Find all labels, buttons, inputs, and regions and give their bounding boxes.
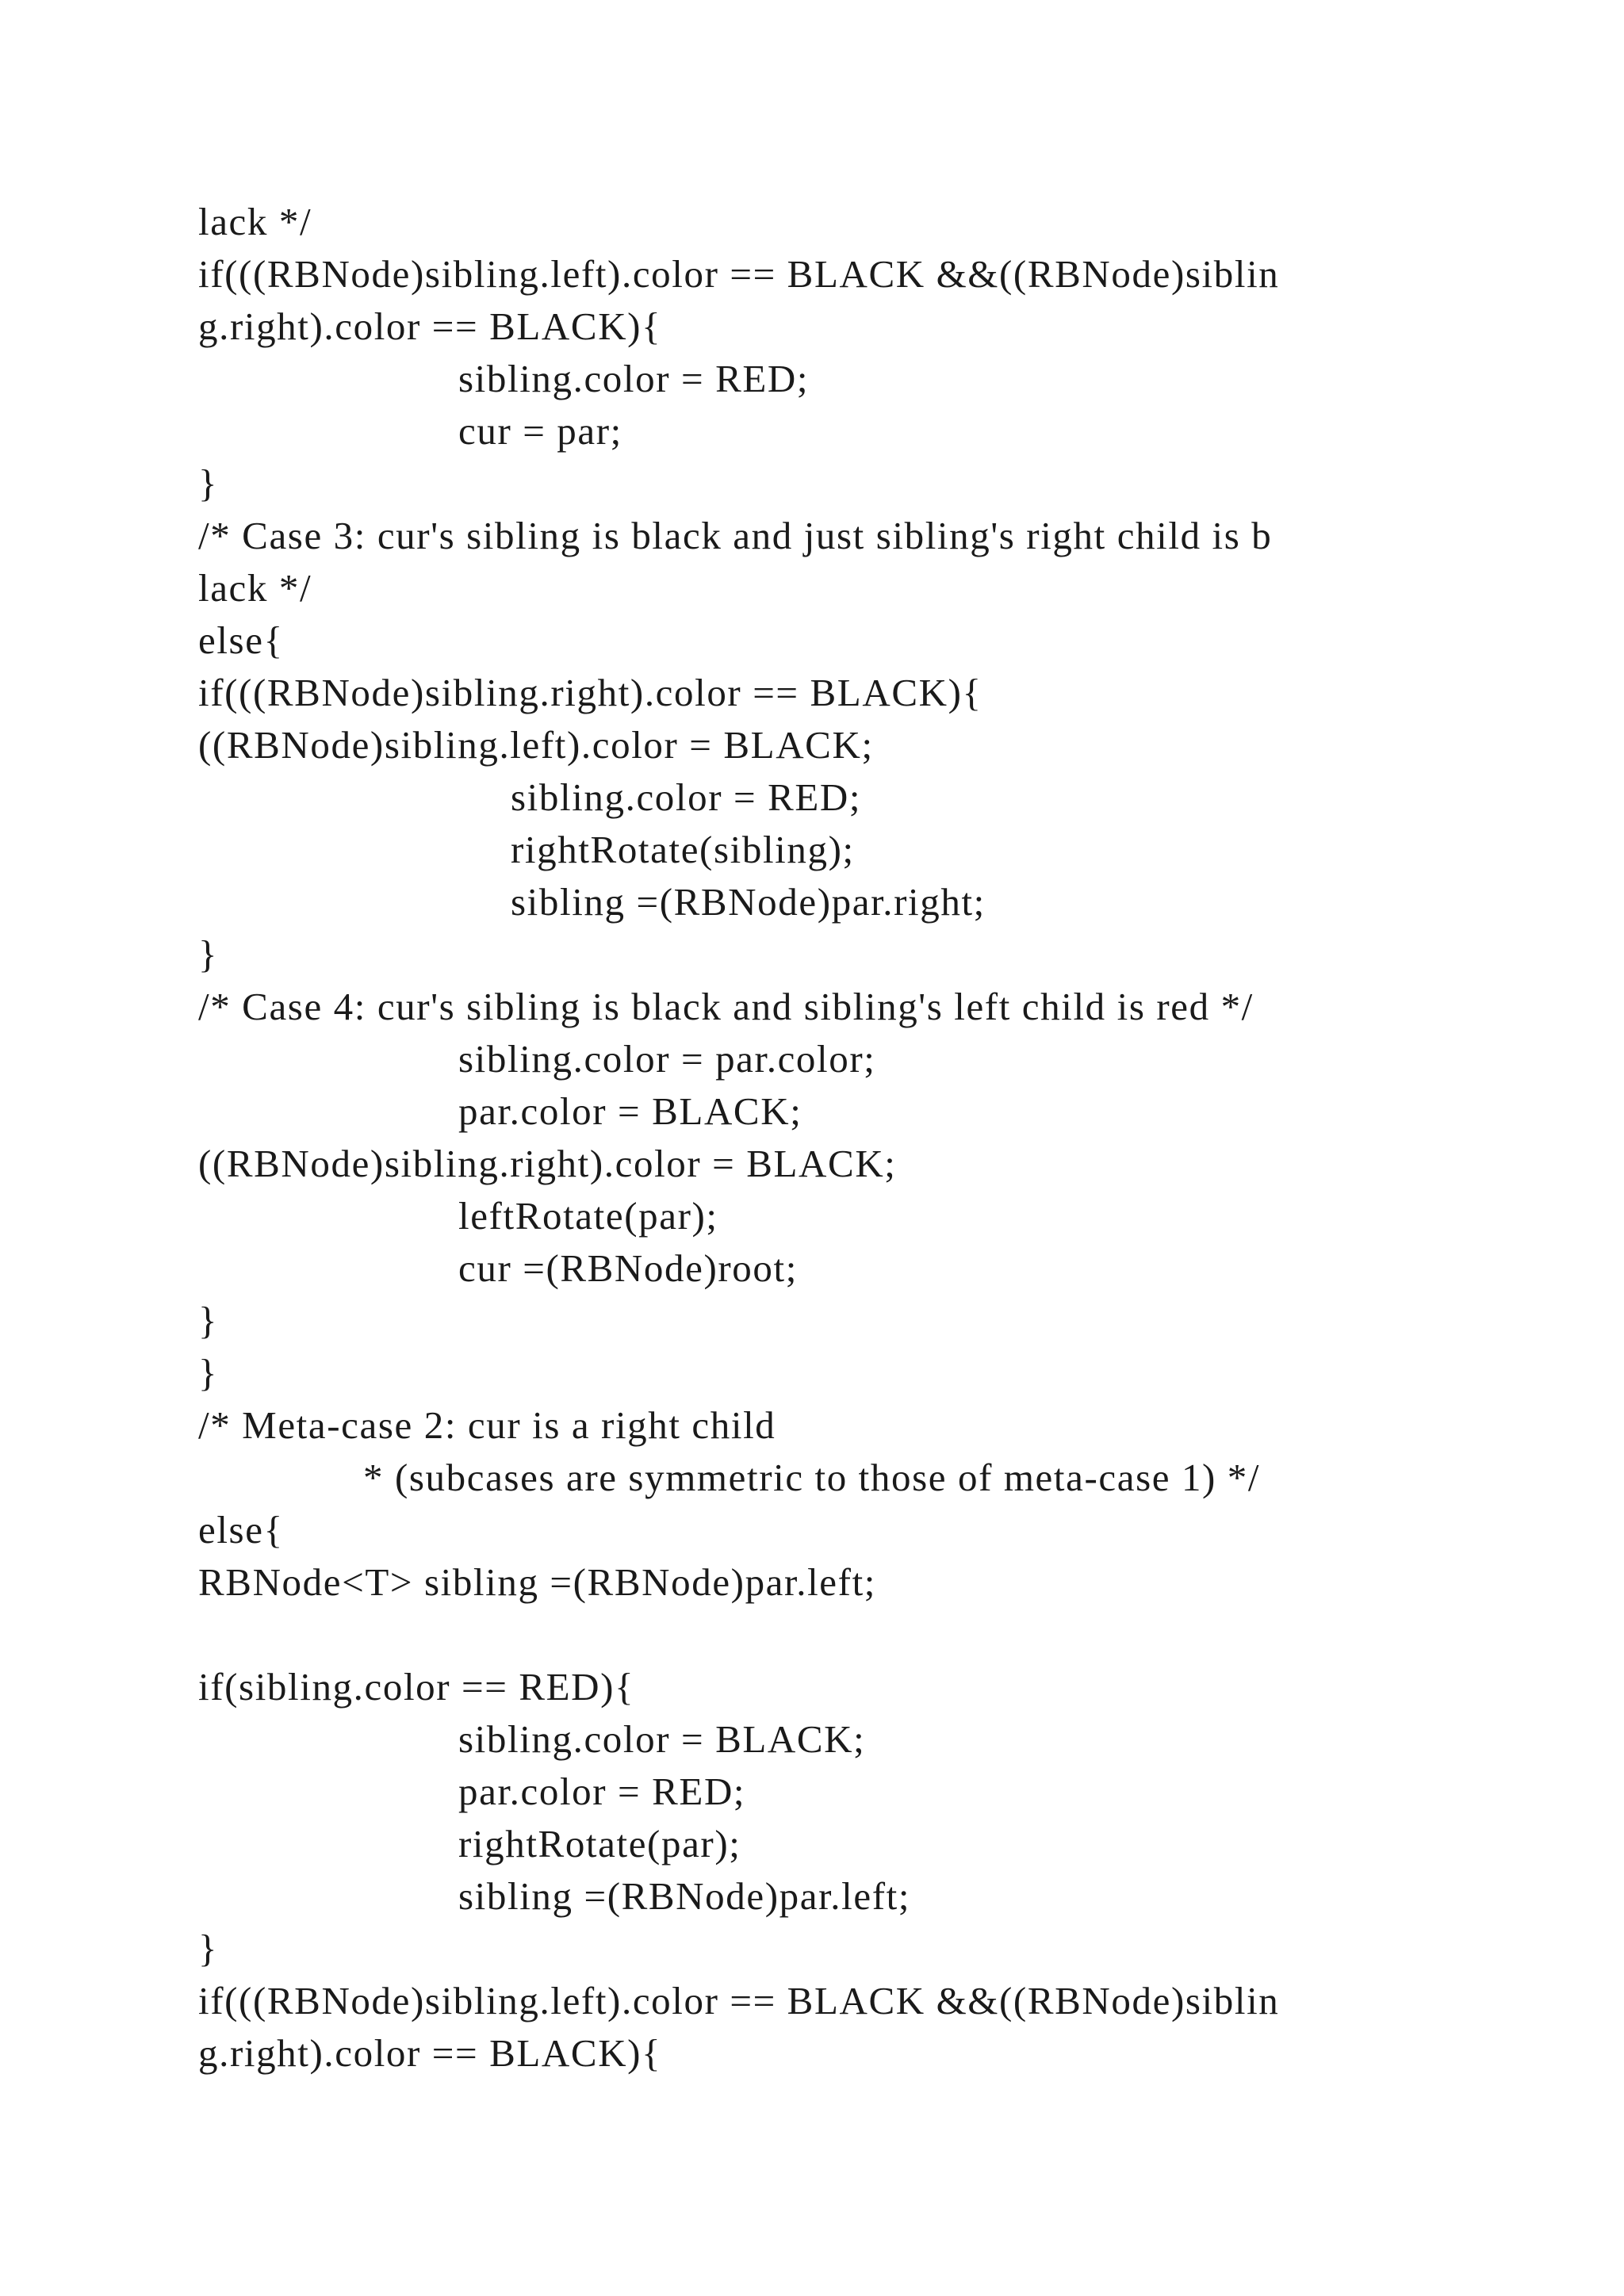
code-line: g.right).color == BLACK){ <box>198 2031 662 2075</box>
code-line: if(((RBNode)sibling.left).color == BLACK &&((RBNode)siblin <box>198 252 1280 296</box>
code-line: lack */ <box>198 200 312 243</box>
code-line: par.color = RED; <box>458 1770 746 1813</box>
code-line: sibling.color = RED; <box>458 357 810 400</box>
code-line: } <box>198 1299 219 1342</box>
code-line: RBNode<T> sibling =(RBNode)par.left; <box>198 1560 876 1604</box>
code-line: sibling.color = BLACK; <box>458 1717 866 1761</box>
code-line: par.color = BLACK; <box>458 1089 802 1133</box>
code-line: } <box>198 932 219 976</box>
code-comment: /* Meta-case 2: cur is a right child <box>198 1403 776 1447</box>
code-line: if(((RBNode)sibling.right).color == BLACK){ <box>198 671 982 714</box>
code-line: cur =(RBNode)root; <box>458 1246 798 1290</box>
code-comment: lack */ <box>198 566 312 610</box>
code-line: sibling =(RBNode)par.left; <box>458 1874 911 1918</box>
code-comment: /* Case 3: cur's sibling is black and just sibling's right child is b <box>198 514 1273 557</box>
code-line: ((RBNode)sibling.left).color = BLACK; <box>198 723 874 767</box>
code-line: rightRotate(sibling); <box>511 828 855 871</box>
code-comment: /* Case 4: cur's sibling is black and sibling's left child is red */ <box>198 985 1254 1028</box>
code-line: leftRotate(par); <box>458 1194 718 1238</box>
code-line: else{ <box>198 618 284 662</box>
code-line: } <box>198 461 219 505</box>
code-line: rightRotate(par); <box>458 1822 741 1866</box>
code-blank-line <box>198 1609 1467 1661</box>
code-line: ((RBNode)sibling.right).color = BLACK; <box>198 1142 897 1185</box>
code-line: sibling.color = par.color; <box>458 1037 876 1081</box>
code-comment: * (subcases are symmetric to those of meta-case 1) */ <box>363 1456 1261 1499</box>
code-line: sibling.color = RED; <box>511 775 862 819</box>
code-line: cur = par; <box>458 409 622 453</box>
code-line: else{ <box>198 1508 284 1552</box>
code-listing <box>198 196 1467 2080</box>
code-line: if(sibling.color == RED){ <box>198 1665 635 1709</box>
code-line: } <box>198 1927 219 1970</box>
code-line: g.right).color == BLACK){ <box>198 304 662 348</box>
code-line: if(((RBNode)sibling.left).color == BLACK &&((RBNode)siblin <box>198 1979 1280 2022</box>
code-line: sibling =(RBNode)par.right; <box>511 880 986 924</box>
code-line: } <box>198 1351 219 1395</box>
